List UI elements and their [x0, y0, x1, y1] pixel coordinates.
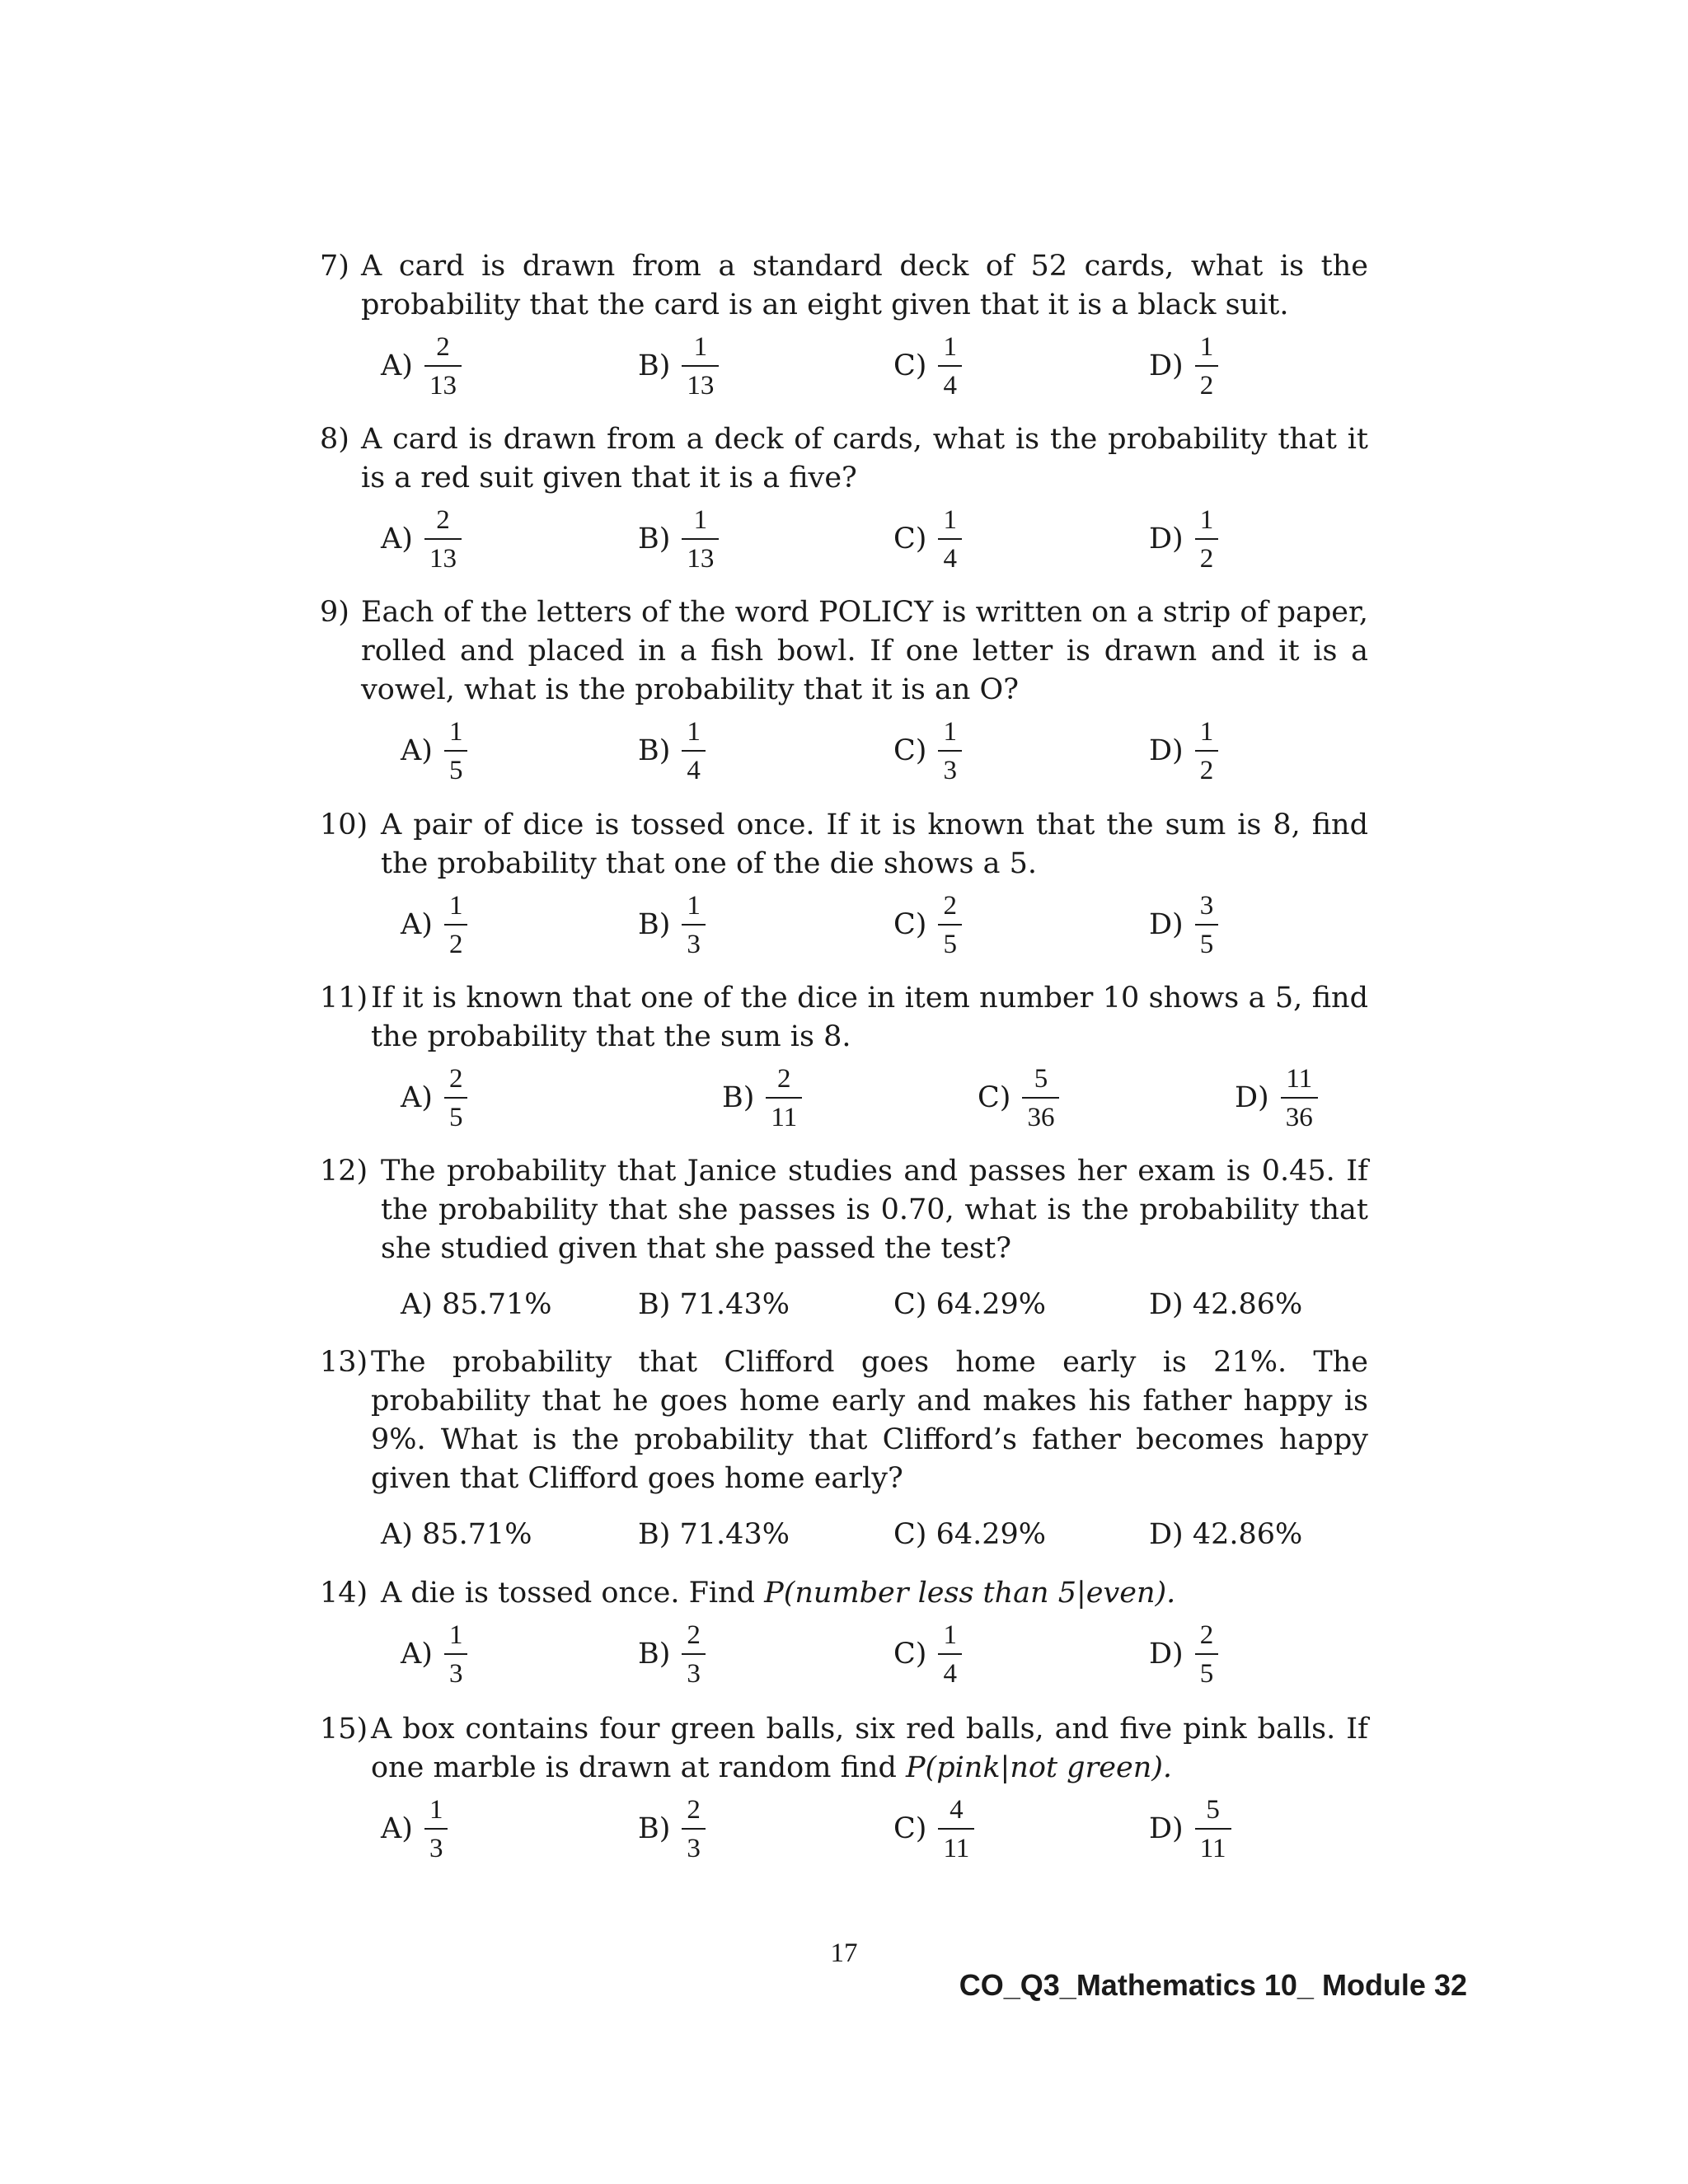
choice-letter: B) — [638, 907, 671, 941]
question-text: A card is drawn from a deck of cards, what is the probability that it is a red suit given that it is a five? — [361, 423, 1368, 494]
denominator: 3 — [687, 1658, 701, 1689]
choices — [320, 1280, 1368, 1329]
choice-letter: D) — [1149, 349, 1184, 382]
probability-expression: P(number less than 5|even). — [764, 1577, 1176, 1610]
fraction-bar — [444, 1097, 468, 1099]
choice-letter: B) — [638, 1287, 671, 1321]
numerator: 1 — [693, 331, 708, 362]
question-7 — [320, 247, 1368, 405]
choices — [320, 711, 1368, 790]
choice-letter: B) — [722, 1080, 755, 1114]
page-number: 17 — [830, 1938, 858, 1968]
fraction — [938, 331, 962, 401]
choice-a[interactable] — [381, 499, 462, 579]
fraction — [1022, 1063, 1059, 1133]
question-text: A pair of dice is tossed once. If it is known that the sum is 8, find the probability that one of the die shows a 5. — [381, 808, 1368, 880]
choice-c[interactable] — [893, 1615, 962, 1694]
question-10 — [320, 806, 1368, 964]
fraction-bar — [682, 1653, 706, 1655]
choices — [320, 1058, 1368, 1137]
choice-letter: A) — [381, 522, 413, 555]
choice-value: 85.71% — [442, 1287, 552, 1321]
fraction-bar — [938, 750, 962, 752]
question-text — [381, 1574, 1368, 1613]
fraction-bar — [938, 1828, 974, 1830]
choices — [320, 326, 1368, 405]
choice-d[interactable] — [1149, 1280, 1302, 1329]
fraction — [1195, 716, 1219, 786]
question-text: The probability that Clifford goes home early is 21%. The probability that he goes home early and makes his father happy is 9%. What is the probability that Clifford’s father becomes happy given that Clifford goes home early? — [371, 1346, 1368, 1495]
denominator: 2 — [1199, 370, 1214, 401]
question-9 — [320, 593, 1368, 790]
choice-letter: C) — [978, 1080, 1011, 1114]
fraction-bar — [444, 1653, 468, 1655]
choice-letter: D) — [1149, 1517, 1184, 1551]
choices — [320, 885, 1368, 964]
choice-c[interactable] — [893, 1789, 974, 1868]
question-text-plain: A box contains four green balls, six red balls, and five pink balls. If one marble is drawn at random find — [371, 1713, 1368, 1784]
fraction-bar — [938, 924, 962, 926]
fraction — [682, 1619, 706, 1690]
question-11 — [320, 979, 1368, 1137]
numerator: 2 — [777, 1063, 791, 1094]
numerator: 1 — [693, 504, 708, 535]
choice-letter: D) — [1149, 522, 1184, 555]
choice-b[interactable] — [638, 326, 719, 405]
numerator: 1 — [687, 716, 701, 747]
choice-letter: D) — [1149, 1637, 1184, 1671]
question-number: 11) — [320, 982, 368, 1015]
choice-letter: D) — [1149, 1287, 1184, 1321]
fraction — [1195, 1619, 1219, 1690]
choice-b[interactable] — [638, 885, 706, 964]
numerator: 1 — [943, 716, 957, 747]
choice-c[interactable] — [893, 1280, 1046, 1329]
choice-c[interactable] — [893, 499, 962, 579]
denominator: 4 — [687, 755, 701, 785]
choice-letter: C) — [893, 349, 927, 382]
denominator: 11 — [1199, 1833, 1226, 1863]
fraction-bar — [1195, 750, 1219, 752]
fraction — [424, 331, 462, 401]
numerator: 11 — [1286, 1063, 1313, 1094]
question-15 — [320, 1710, 1368, 1868]
fraction-bar — [938, 1653, 962, 1655]
question-number: 8) — [320, 423, 349, 456]
numerator: 1 — [448, 716, 463, 747]
fraction — [766, 1063, 802, 1133]
choice-a[interactable] — [401, 1615, 467, 1694]
numerator: 1 — [1199, 331, 1214, 362]
fraction — [424, 504, 462, 574]
fraction-bar — [1022, 1097, 1059, 1099]
choice-value: 42.86% — [1192, 1517, 1303, 1551]
choice-letter: C) — [893, 733, 927, 767]
choices — [320, 1510, 1368, 1559]
fraction — [682, 504, 719, 574]
denominator: 3 — [448, 1658, 463, 1689]
numerator: 5 — [1034, 1063, 1048, 1094]
question-number: 10) — [320, 808, 368, 841]
fraction — [1281, 1063, 1318, 1133]
question-text: The probability that Janice studies and passes her exam is 0.45. If the probability that she passes is 0.70, what is the probability that she studied given that she passed the test? — [381, 1155, 1368, 1265]
numerator: 1 — [1199, 504, 1214, 535]
denominator: 2 — [1199, 755, 1214, 785]
choice-letter: A) — [381, 1811, 413, 1845]
choice-d[interactable] — [1235, 1058, 1318, 1137]
denominator: 5 — [943, 929, 957, 959]
fraction-bar — [1195, 1828, 1231, 1830]
choice-a[interactable] — [381, 326, 462, 405]
choice-c[interactable] — [893, 326, 962, 405]
choice-d[interactable] — [1149, 711, 1218, 790]
fraction-bar — [682, 365, 719, 367]
fraction-bar — [424, 1828, 448, 1830]
choice-b[interactable] — [638, 1280, 790, 1329]
choice-d[interactable] — [1149, 326, 1218, 405]
numerator: 2 — [943, 890, 957, 921]
choice-b[interactable] — [638, 1615, 706, 1694]
choice-value: 85.71% — [422, 1517, 532, 1551]
fraction-bar — [938, 365, 962, 367]
denominator: 13 — [429, 370, 457, 401]
choice-c[interactable] — [893, 885, 962, 964]
choice-b[interactable] — [638, 711, 706, 790]
choice-letter: A) — [401, 1637, 433, 1671]
choice-letter: D) — [1149, 733, 1184, 767]
module-footer: CO_Q3_Mathematics 10_ Module 32 — [959, 1968, 1467, 2002]
denominator: 11 — [771, 1102, 798, 1132]
fraction-bar — [682, 1828, 706, 1830]
fraction — [424, 1794, 448, 1864]
fraction-bar — [444, 750, 468, 752]
choice-d[interactable] — [1149, 1510, 1302, 1559]
choice-a[interactable] — [381, 1789, 448, 1868]
denominator: 4 — [943, 1658, 957, 1689]
numerator: 1 — [1199, 716, 1214, 747]
denominator: 2 — [448, 929, 463, 959]
choice-c[interactable] — [978, 1058, 1059, 1137]
choice-b[interactable] — [638, 1510, 790, 1559]
choice-letter: A) — [401, 733, 433, 767]
numerator: 1 — [943, 331, 957, 362]
numerator: 3 — [1199, 890, 1214, 921]
question-14 — [320, 1574, 1368, 1694]
fraction — [1195, 1794, 1231, 1864]
choice-letter: D) — [1149, 1811, 1184, 1845]
choice-b[interactable] — [638, 499, 719, 579]
fraction — [444, 890, 468, 960]
numerator: 5 — [1206, 1794, 1220, 1825]
denominator: 4 — [943, 543, 957, 574]
choices — [320, 499, 1368, 579]
choice-letter: B) — [638, 349, 671, 382]
choice-letter: A) — [401, 1080, 433, 1114]
choice-a[interactable] — [401, 1280, 552, 1329]
fraction-bar — [444, 924, 468, 926]
fraction-bar — [766, 1097, 802, 1099]
fraction — [444, 1619, 468, 1690]
choice-value: 64.29% — [935, 1517, 1047, 1551]
numerator: 2 — [1199, 1619, 1214, 1650]
probability-expression: P(pink|not green). — [906, 1751, 1173, 1784]
fraction — [938, 890, 962, 960]
fraction-bar — [938, 538, 962, 540]
numerator: 1 — [448, 1619, 463, 1650]
choice-d[interactable] — [1149, 1789, 1231, 1868]
denominator: 36 — [1027, 1102, 1055, 1132]
choice-value: 71.43% — [679, 1287, 790, 1321]
question-12 — [320, 1152, 1368, 1329]
fraction-bar — [682, 924, 706, 926]
choice-value: 64.29% — [935, 1287, 1047, 1321]
choice-letter: C) — [893, 907, 927, 941]
numerator: 1 — [429, 1794, 443, 1825]
denominator: 36 — [1285, 1102, 1313, 1132]
numerator: 1 — [943, 1619, 957, 1650]
choice-letter: C) — [893, 1287, 927, 1321]
choice-letter: A) — [401, 907, 433, 941]
choice-b[interactable] — [722, 1058, 802, 1137]
denominator: 5 — [1199, 1658, 1214, 1689]
question-text: A card is drawn from a standard deck of 52 cards, what is the probability that the card is an eight given that it is a black suit. — [361, 250, 1368, 321]
choice-c[interactable] — [893, 1510, 1046, 1559]
choice-letter: B) — [638, 1637, 671, 1671]
denominator: 5 — [448, 1102, 463, 1132]
choice-d[interactable] — [1149, 885, 1218, 964]
numerator: 1 — [448, 890, 463, 921]
choice-d[interactable] — [1149, 1615, 1218, 1694]
choices — [320, 1789, 1368, 1868]
numerator: 2 — [687, 1794, 701, 1825]
fraction-bar — [424, 365, 462, 367]
denominator: 5 — [448, 755, 463, 785]
fraction — [682, 716, 706, 786]
numerator: 2 — [448, 1063, 463, 1094]
choices — [320, 1615, 1368, 1694]
fraction-bar — [1281, 1097, 1318, 1099]
choice-value: 71.43% — [679, 1517, 790, 1551]
denominator: 5 — [1199, 929, 1214, 959]
fraction — [444, 1063, 468, 1133]
fraction — [682, 1794, 706, 1864]
choice-a[interactable] — [401, 1058, 467, 1137]
denominator: 13 — [687, 370, 715, 401]
fraction — [938, 504, 962, 574]
choice-letter: B) — [638, 733, 671, 767]
fraction — [938, 1619, 962, 1690]
choice-letter: A) — [381, 349, 413, 382]
choice-letter: C) — [893, 1637, 927, 1671]
denominator: 11 — [943, 1833, 970, 1863]
fraction-bar — [424, 538, 462, 540]
choice-d[interactable] — [1149, 499, 1218, 579]
choice-letter: A) — [401, 1287, 433, 1321]
numerator: 4 — [950, 1794, 964, 1825]
denominator: 4 — [943, 370, 957, 401]
question-number: 7) — [320, 250, 349, 283]
denominator: 13 — [687, 543, 715, 574]
choice-letter: B) — [638, 1517, 671, 1551]
denominator: 3 — [429, 1833, 443, 1863]
question-text — [371, 1710, 1368, 1788]
fraction — [682, 331, 719, 401]
fraction — [1195, 890, 1219, 960]
choice-c[interactable] — [893, 711, 962, 790]
question-number: 15) — [320, 1713, 368, 1746]
fraction-bar — [1195, 1653, 1219, 1655]
fraction-bar — [1195, 538, 1219, 540]
denominator: 13 — [429, 543, 457, 574]
numerator: 1 — [687, 890, 701, 921]
choice-letter: A) — [381, 1517, 413, 1551]
choice-letter: C) — [893, 522, 927, 555]
denominator: 2 — [1199, 543, 1214, 574]
numerator: 2 — [436, 504, 450, 535]
choice-a[interactable] — [401, 885, 467, 964]
choice-a[interactable] — [381, 1510, 532, 1559]
choice-b[interactable] — [638, 1789, 706, 1868]
choice-letter: D) — [1149, 907, 1184, 941]
question-number: 12) — [320, 1155, 368, 1188]
fraction — [1195, 504, 1219, 574]
fraction — [938, 1794, 974, 1864]
question-8 — [320, 420, 1368, 579]
numerator: 1 — [943, 504, 957, 535]
choice-letter: C) — [893, 1517, 927, 1551]
choice-value: 42.86% — [1192, 1287, 1303, 1321]
numerator: 2 — [436, 331, 450, 362]
question-text-plain: A die is tossed once. Find — [381, 1577, 765, 1610]
fraction — [938, 716, 962, 786]
choice-a[interactable] — [401, 711, 467, 790]
numerator: 2 — [687, 1619, 701, 1650]
question-text: If it is known that one of the dice in item number 10 shows a 5, find the probability that the sum is 8. — [371, 982, 1368, 1053]
choice-letter: C) — [893, 1811, 927, 1845]
fraction — [682, 890, 706, 960]
question-number: 14) — [320, 1577, 368, 1610]
denominator: 3 — [687, 929, 701, 959]
fraction — [1195, 331, 1219, 401]
question-text: Each of the letters of the word POLICY is written on a strip of paper, rolled and placed in a fish bowl. If one letter is drawn and it is a vowel, what is the probability that it is an O? — [361, 596, 1368, 706]
fraction-bar — [682, 750, 706, 752]
choice-letter: D) — [1235, 1080, 1269, 1114]
fraction-bar — [1195, 365, 1219, 367]
fraction-bar — [1195, 924, 1219, 926]
denominator: 3 — [943, 755, 957, 785]
question-number: 13) — [320, 1346, 368, 1379]
fraction — [444, 716, 468, 786]
denominator: 3 — [687, 1833, 701, 1863]
question-number: 9) — [320, 596, 349, 629]
fraction-bar — [682, 538, 719, 540]
question-13 — [320, 1343, 1368, 1559]
choice-letter: B) — [638, 1811, 671, 1845]
choice-letter: B) — [638, 522, 671, 555]
